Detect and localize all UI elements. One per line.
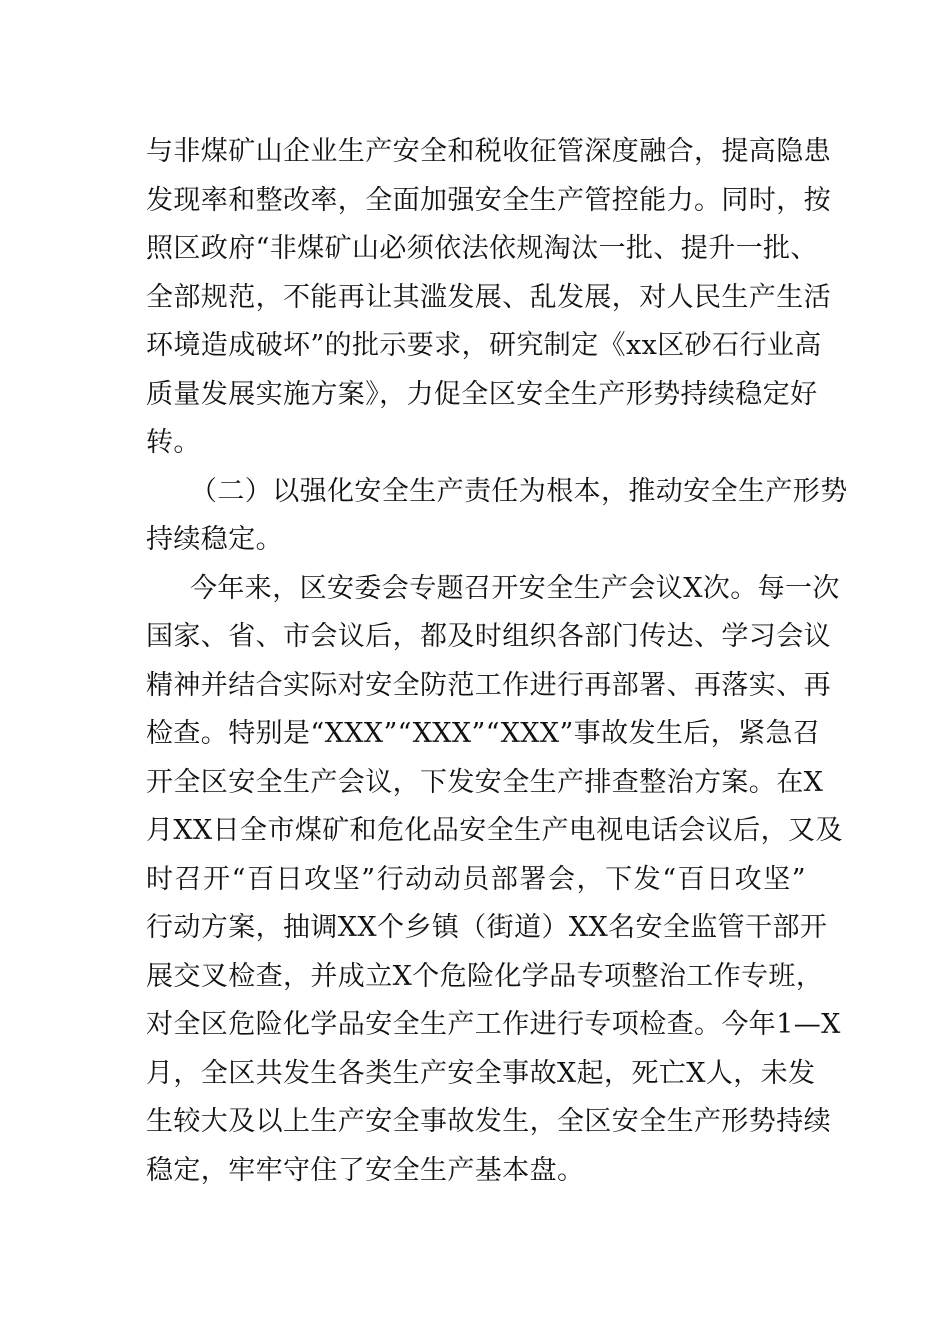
text-line: 全部规范，不能再让其滥发展、乱发展，对人民生产生活 [146, 281, 831, 313]
text-line: 国家、省、市会议后，都及时组织各部门传达、学习会议 [146, 621, 831, 652]
text-line: 照区政府“非煤矿山必须依法依规淘汰一批、提升一批、 [146, 233, 818, 264]
document-body [146, 128, 848, 1195]
text-line: 发现率和整改率，全面加强安全生产管控能力。同时，按 [146, 184, 831, 216]
text-line: 与非煤矿山企业生产安全和税收征管深度融合，提高隐患 [146, 136, 831, 167]
text-line: 生较大及以上生产安全事故发生，全区安全生产形势持续 [146, 1106, 831, 1137]
section-heading-line: 持续稳定。 [146, 524, 283, 555]
text-line: 对全区危险化学品安全生产工作进行专项检查。今年1—X [146, 1009, 841, 1040]
text-line: 月XX日全市煤矿和危化品安全生产电视电话会议后，又及 [146, 815, 843, 846]
text-line: 精神并结合实际对安全防范工作进行再部署、再落实、再 [146, 669, 831, 701]
text-line: 转。 [146, 427, 201, 458]
text-line: 开全区安全生产会议，下发安全生产排查整治方案。在X [146, 766, 824, 798]
text-line: 质量发展实施方案》，力促全区安全生产形势持续稳定好 [146, 378, 818, 410]
text-line: 检查。特别是“XXX”“XXX”“XXX”事故发生后，紧急召 [146, 718, 821, 749]
text-line: 时召开“百日攻坚”行动动员部署会，下发“百日攻坚” [146, 863, 806, 895]
text-line: 稳定，牢牢守住了安全生产基本盘。 [146, 1154, 585, 1186]
text-line: 今年来，区安委会专题召开安全生产会议X次。每一次 [190, 572, 840, 604]
text-line: 行动方案，抽调XX个乡镇（街道）XX名安全监管干部开 [146, 912, 828, 943]
text-line: 月，全区共发生各类生产安全事故X起，死亡X人，未发 [146, 1057, 816, 1089]
text-line: 展交叉检查，并成立X个危险化学品专项整治工作专班， [146, 960, 824, 992]
section-heading-line: （二）以强化安全生产责任为根本，推动安全生产形势 [190, 475, 848, 507]
text-line: 环境造成破坏”的批示要求，研究制定《xx区砂石行业高 [146, 330, 822, 361]
